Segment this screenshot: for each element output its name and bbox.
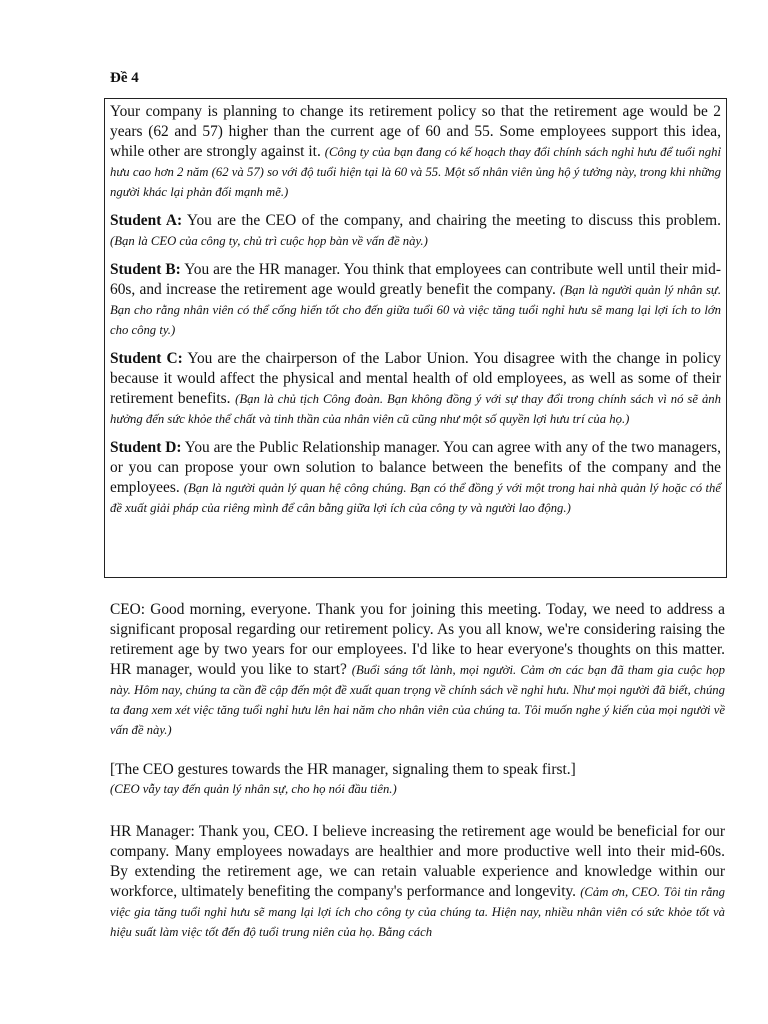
role-label: Student D:	[110, 439, 182, 456]
ceo-vietnamese: (Buổi sáng tốt lành, mọi người. Cảm ơn các bạn đã tham gia cuộc họp này. Hôm nay, chúng ta cần đề cập đến một đề xuất quan trọng về chính sách về nghỉ hưu. Như mọi người đã biết, chúng ta đang xem xét việc tăng tuổi nghỉ hưu lên hai năm cho nhân viên của chúng ta. Tôi muốn nghe ý kiến của mọi người về vấn đề này.)	[110, 663, 725, 737]
role-vietnamese: (Bạn là người quản lý nhân sự. Bạn cho rằng nhân viên có thể cống hiến tốt cho đến giữa tuổi 60 và việc tăng tuổi nghỉ hưu sẽ mang lại lợi ích to lớn cho công ty.)	[110, 283, 721, 337]
page-title: Đề 4	[110, 70, 139, 86]
role-english: You are the Public Relationship manager. You can agree with any of the two managers, or you can propose your own solution to balance between the benefits of the company and the employees.	[110, 439, 721, 496]
role-vietnamese: (Bạn là chủ tịch Công đoàn. Bạn không đồng ý với sự thay đổi trong chính sách vì nó sẽ ảnh hưởng đến sức khỏe thể chất và tinh thần của nhân viên cũ cũng như một số quyền lợi hưu trí của họ.)	[110, 392, 721, 426]
role-label: Student B:	[110, 261, 181, 278]
ceo-english: CEO: Good morning, everyone. Thank you for joining this meeting. Today, we need to address a significant proposal regarding our retirement policy. As you all know, we're considering raising the retirement age by two years for our employees. I'd like to hear everyone's thoughts on this matter. HR manager, would you like to start?	[110, 601, 725, 678]
role-student-b	[110, 260, 721, 340]
role-student-a	[110, 211, 721, 251]
role-english: You are the CEO of the company, and chairing the meeting to discuss this problem.	[186, 212, 721, 229]
role-vietnamese: (Bạn là CEO của công ty, chủ trì cuộc họp bàn về vấn đề này.)	[110, 234, 428, 248]
role-label: Student C:	[110, 350, 183, 367]
hr-speech	[110, 822, 725, 942]
role-label: Student A:	[110, 212, 183, 229]
stage-english: [The CEO gestures towards the HR manager, signaling them to speak first.]	[110, 761, 576, 778]
intro-english: Your company is planning to change its retirement policy so that the retirement age would be 2 years (62 and 57) higher than the current age of 60 and 55. Some employees support this idea, while other are strongly against it.	[110, 103, 721, 160]
role-student-c	[110, 349, 721, 429]
prompt-box	[104, 98, 727, 578]
role-vietnamese: (Bạn là người quản lý quan hệ công chúng. Bạn có thể đồng ý với một trong hai nhà quản lý hoặc có thể đề xuất giải pháp của riêng mình để cân bằng giữa lợi ích của công ty và người lao động.)	[110, 481, 721, 515]
role-english: You are the HR manager. You think that employees can contribute well until their mid-60s, and increase the retirement age would greatly benefit the company.	[110, 261, 721, 298]
dialogue-section	[110, 600, 725, 962]
stage-vietnamese: (CEO vẫy tay đến quản lý nhân sự, cho họ nói đầu tiên.)	[110, 782, 397, 796]
hr-vietnamese: (Cảm ơn, CEO. Tôi tin rằng việc gia tăng tuổi nghỉ hưu sẽ mang lại lợi ích cho công ty của chúng ta. Hiện nay, nhiều nhân viên có sức khỏe tốt và hiệu suất làm việc tốt đến độ tuổi trung niên của họ. Bằng cách	[110, 885, 725, 939]
intro-vietnamese: (Công ty của bạn đang có kế hoạch thay đổi chính sách nghỉ hưu để tuổi nghỉ hưu cao hơn 2 năm (62 và 57) so với độ tuổi hiện tại là 60 và 55. Một số nhân viên ủng hộ ý tưởng này, trong khi những người khác lại phản đối mạnh mẽ.)	[110, 145, 721, 199]
role-student-d	[110, 438, 721, 518]
prompt-intro	[110, 102, 721, 202]
ceo-speech	[110, 600, 725, 740]
hr-english: HR Manager: Thank you, CEO. I believe increasing the retirement age would be beneficial for our company. Many employees nowadays are healthier and more productive well into their mid-60s. By extending the retirement age, we can retain valuable experience and knowledge within our workforce, ultimately benefiting the company's performance and longevity.	[110, 823, 725, 900]
stage-direction	[110, 760, 725, 799]
role-english: You are the chairperson of the Labor Union. You disagree with the change in policy because it would affect the physical and mental health of old employees, as well as some of their retirement benefits.	[110, 350, 721, 407]
